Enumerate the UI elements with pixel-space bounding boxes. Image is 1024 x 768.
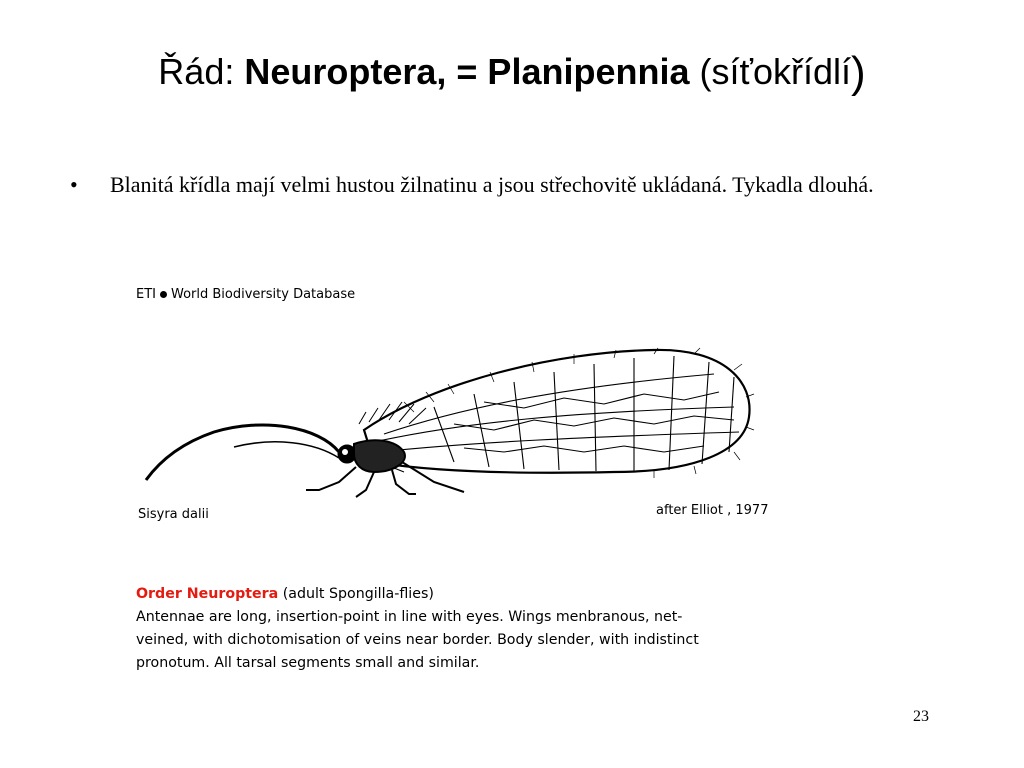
order-description <box>136 583 816 675</box>
insect-figure <box>134 282 814 692</box>
description-line: Antennae are long, insertion-point in line with eyes. Wings menbranous, net- <box>136 609 683 625</box>
figure-source-header <box>136 287 355 302</box>
leg-icon <box>392 470 416 494</box>
species-label: Sisyra dalii <box>138 507 209 522</box>
order-note: (adult Spongilla-flies) <box>282 586 434 602</box>
title-common-name: síťokřídlí <box>711 51 852 92</box>
illustration-credit: after Elliot , 1977 <box>656 503 769 518</box>
description-heading <box>136 583 816 606</box>
antenna-icon <box>234 442 339 458</box>
source-prefix: ETI <box>136 287 156 302</box>
bullet-text: Blanitá křídla mají velmi hustou žilnatinu a jsou střechovitě ukládaná. Tykadla dlouhá. <box>110 172 874 197</box>
title-prefix: Řád: <box>158 51 235 92</box>
bullet-dot-icon <box>160 291 167 298</box>
source-label: World Biodiversity Database <box>171 287 356 302</box>
title-paren-open: ( <box>699 51 712 92</box>
title-order-name: Neuroptera, = Planipennia <box>244 51 690 92</box>
bullet-symbol: • <box>70 172 78 197</box>
description-line: pronotum. All tarsal segments small and similar. <box>136 655 480 671</box>
leg-icon <box>356 472 374 497</box>
order-label: Order Neuroptera <box>136 586 279 602</box>
description-line: veined, with dichotomisation of veins near border. Body slender, with indistinct <box>136 632 699 648</box>
title-paren-close: ) <box>851 48 866 97</box>
lacewing-illustration <box>134 312 814 507</box>
page-number: 23 <box>913 708 929 725</box>
slide-title <box>0 44 1024 101</box>
leg-icon <box>306 467 356 490</box>
antenna-icon <box>146 425 339 480</box>
